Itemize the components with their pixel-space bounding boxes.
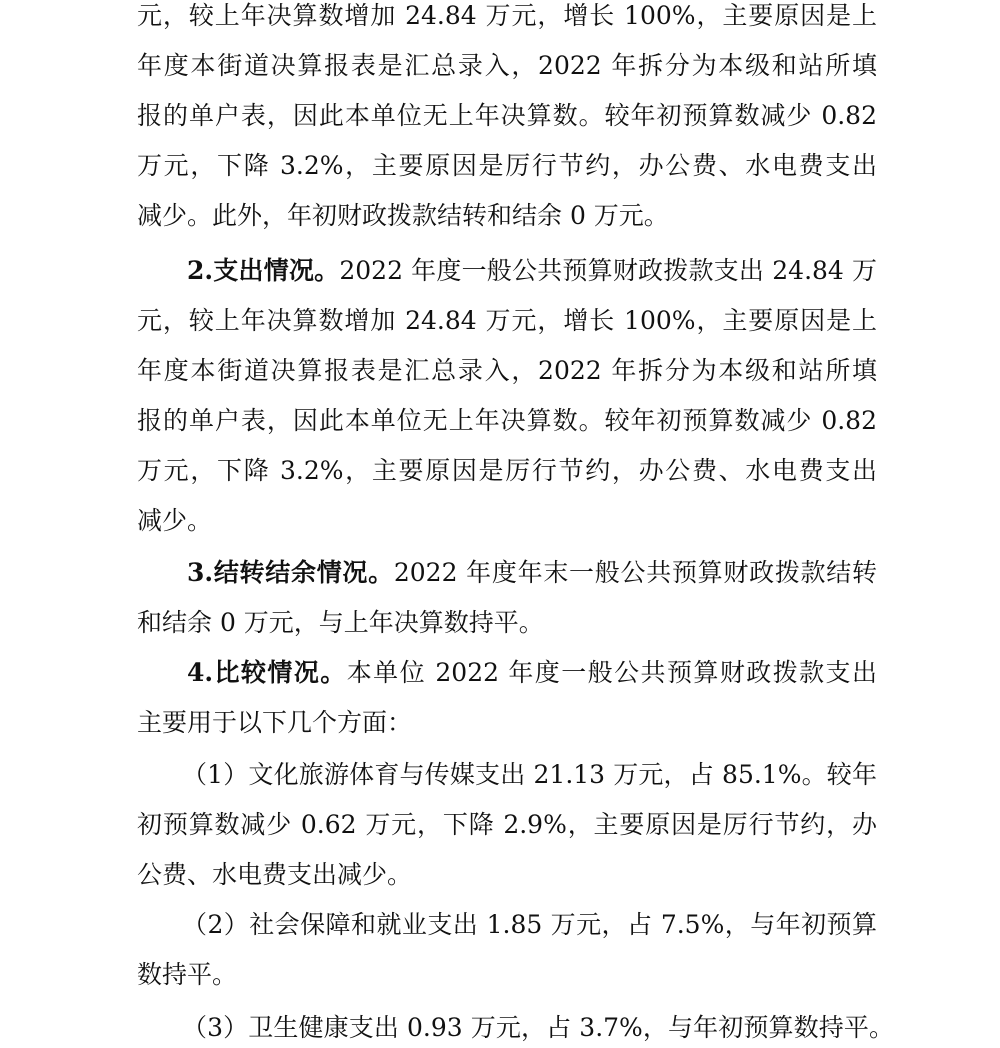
text-line: 减少。此外，年初财政拨款结转和结余 0 万元。 <box>137 201 669 230</box>
text-line: 主要用于以下几个方面： <box>137 708 413 737</box>
section-heading: 4.比较情况。 <box>187 658 347 687</box>
text-line: 元，较上年决算数增加 24.84 万元，增长 100%，主要原因是上 <box>137 306 877 335</box>
paragraph-first-line <box>187 553 877 593</box>
list-item-first-line: （2）社会保障和就业支出 1.85 万元，占 7.5%，与年初预算 <box>182 910 877 939</box>
section-heading: 3.结转结余情况。 <box>187 558 394 587</box>
list-item-first-line: （3）卫生健康支出 0.93 万元，占 3.7%，与年初预算数持平。 <box>182 1013 894 1042</box>
text-span: 本单位 2022 年度一般公共预算财政拨款支出 <box>346 658 877 687</box>
text-span: 2022 年度年末一般公共预算财政拨款结转 <box>393 558 877 587</box>
text-line: 报的单户表，因此本单位无上年决算数。较年初预算数减少 0.82 <box>137 101 877 130</box>
paragraph-first-line <box>187 251 877 291</box>
text-line: 万元，下降 3.2%，主要原因是厉行节约，办公费、水电费支出 <box>137 151 877 180</box>
paragraph-first-line <box>187 653 877 693</box>
text-line: 元，较上年决算数增加 24.84 万元，增长 100%，主要原因是上 <box>137 1 877 30</box>
text-span: 2022 年度一般公共预算财政拨款支出 24.84 万 <box>339 256 877 285</box>
text-line: 公费、水电费支出减少。 <box>137 860 413 889</box>
list-item-first-line: （1）文化旅游体育与传媒支出 21.13 万元，占 85.1%。较年 <box>182 760 877 789</box>
text-line: 初预算数减少 0.62 万元，下降 2.9%，主要原因是厉行节约，办 <box>137 810 877 839</box>
text-line: 减少。 <box>137 506 213 535</box>
text-line: 年度本街道决算报表是汇总录入，2022 年拆分为本级和站所填 <box>137 356 877 385</box>
text-line: 万元，下降 3.2%，主要原因是厉行节约，办公费、水电费支出 <box>137 456 877 485</box>
text-line: 年度本街道决算报表是汇总录入，2022 年拆分为本级和站所填 <box>137 51 877 80</box>
text-line: 数持平。 <box>137 960 238 989</box>
text-line: 报的单户表，因此本单位无上年决算数。较年初预算数减少 0.82 <box>137 406 877 435</box>
text-line: 和结余 0 万元，与上年决算数持平。 <box>137 608 544 637</box>
section-heading: 2.支出情况。 <box>187 256 340 285</box>
